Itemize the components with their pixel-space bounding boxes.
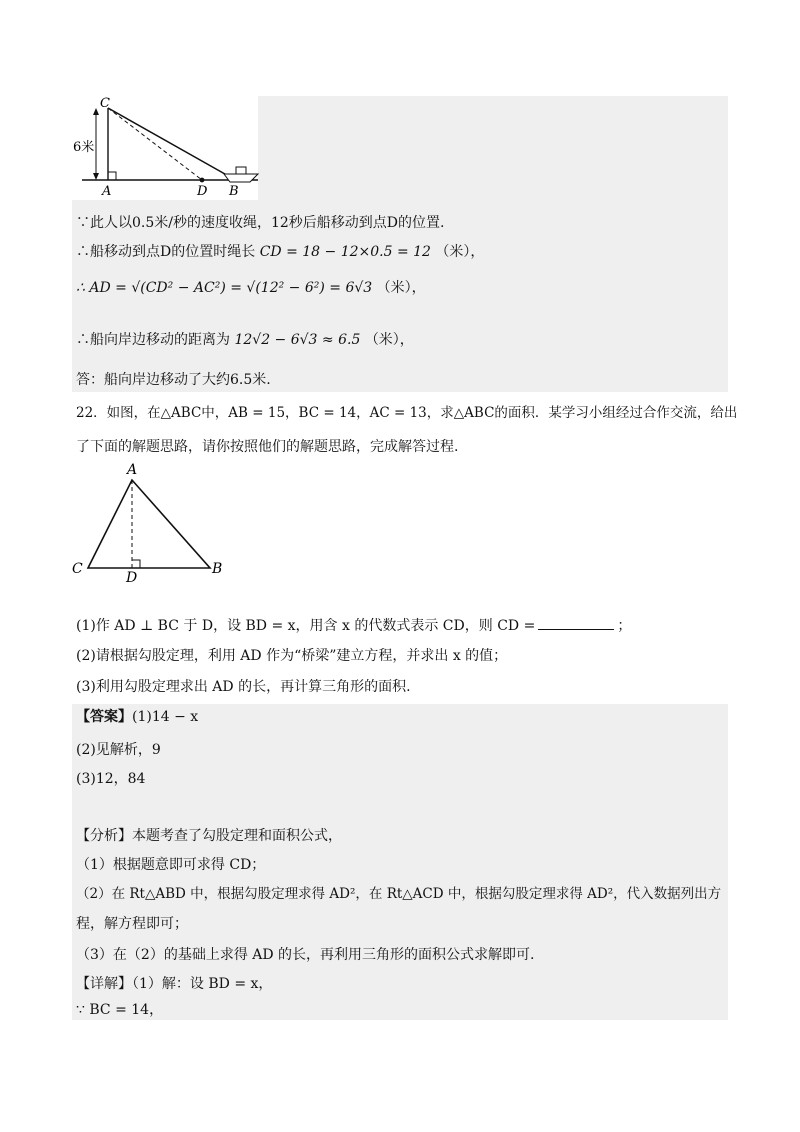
analysis-line-3: （2）在 Rt△ABD 中，根据勾股定理求得 AD²，在 Rt△ACD 中，根据勾股定理求得 AD²，代入数据列出方 bbox=[76, 886, 722, 902]
answer-line-3: (3)12，84 bbox=[76, 771, 146, 787]
triangle-figure bbox=[70, 458, 240, 586]
fig1-height-label: 6米 bbox=[73, 140, 95, 155]
analysis-line-1: 【分析】本题考查了勾股定理和面积公式， bbox=[76, 828, 342, 844]
fig1-label-D: D bbox=[197, 184, 208, 199]
answer-label: 【答案】 bbox=[76, 709, 132, 725]
tri-label-B: B bbox=[212, 561, 223, 577]
solution-line-2-pre: ∴船移动到点D的位置时绳长 bbox=[76, 244, 256, 260]
solution-line-2-math: CD = 18 − 12×0.5 = 12 bbox=[259, 244, 431, 260]
solution-line-4-post: （米）， bbox=[364, 332, 414, 348]
solution-line-4-math: 12√2 − 6√3 ≈ 6.5 bbox=[234, 332, 361, 348]
q22-line-1: 22．如图，在△ABC中，AB = 15，BC = 14，AC = 13，求△ABC的面积．某学习小组经过合作交流，给出 bbox=[76, 405, 738, 421]
solution-line-4 bbox=[76, 330, 414, 350]
fig1-label-A: A bbox=[102, 184, 112, 199]
solution-line-3-post: （米）， bbox=[376, 280, 426, 296]
tri-label-D: D bbox=[126, 570, 138, 586]
solution-line-3 bbox=[76, 278, 426, 298]
answer-blank[interactable] bbox=[538, 617, 614, 630]
q22-part-1-end: ； bbox=[617, 618, 632, 634]
fig1-label-C: C bbox=[100, 96, 110, 111]
analysis-line-5: （3）在（2）的基础上求得 AD 的长，再利用三角形的面积公式求解即可. bbox=[76, 947, 535, 963]
tri-label-C: C bbox=[72, 561, 83, 577]
solution-answer: 答：船向岸边移动了大约6.5米. bbox=[76, 372, 271, 388]
solution-line-3-math: ∴ AD = √(CD² − AC²) = √(12² − 6²) = 6√3 bbox=[76, 280, 373, 296]
q22-line-2: 了下面的解题思路，请你按照他们的解题思路，完成解答过程. bbox=[76, 439, 459, 455]
solution-line-2-post: （米）， bbox=[435, 244, 485, 260]
solution-line-4-pre: ∴船向岸边移动的距离为 bbox=[76, 332, 230, 348]
analysis-line-4: 程，解方程即可； bbox=[76, 916, 188, 932]
solution-line-2 bbox=[76, 242, 484, 262]
q22-part-3: (3)利用勾股定理求出 AD 的长，再计算三角形的面积. bbox=[76, 679, 411, 695]
answer-line-1 bbox=[76, 707, 198, 727]
detail-line-1: 【详解】（1）解：设 BD = x， bbox=[76, 976, 273, 992]
answer-1: (1)14 − x bbox=[132, 709, 199, 725]
q22-part-1-text: (1)作 AD ⊥ BC 于 D，设 BD = x，用含 x 的代数式表示 CD，则 CD = bbox=[76, 618, 536, 634]
tri-label-A: A bbox=[127, 462, 138, 478]
q22-part-2: (2)请根据勾股定理，利用 AD 作为“桥梁”建立方程，并求出 x 的值； bbox=[76, 648, 508, 664]
q22-part-1 bbox=[76, 616, 631, 636]
detail-line-2: ∵ BC = 14， bbox=[76, 1002, 164, 1018]
fig1-label-B: B bbox=[229, 184, 239, 199]
boat-figure bbox=[72, 96, 262, 200]
analysis-line-2: （1）根据题意即可求得 CD； bbox=[76, 857, 266, 873]
solution-line-1: ∵此人以0.5米/秒的速度收绳，12秒后船移动到点D的位置. bbox=[76, 215, 445, 231]
answer-line-2: (2)见解析，9 bbox=[76, 742, 161, 758]
